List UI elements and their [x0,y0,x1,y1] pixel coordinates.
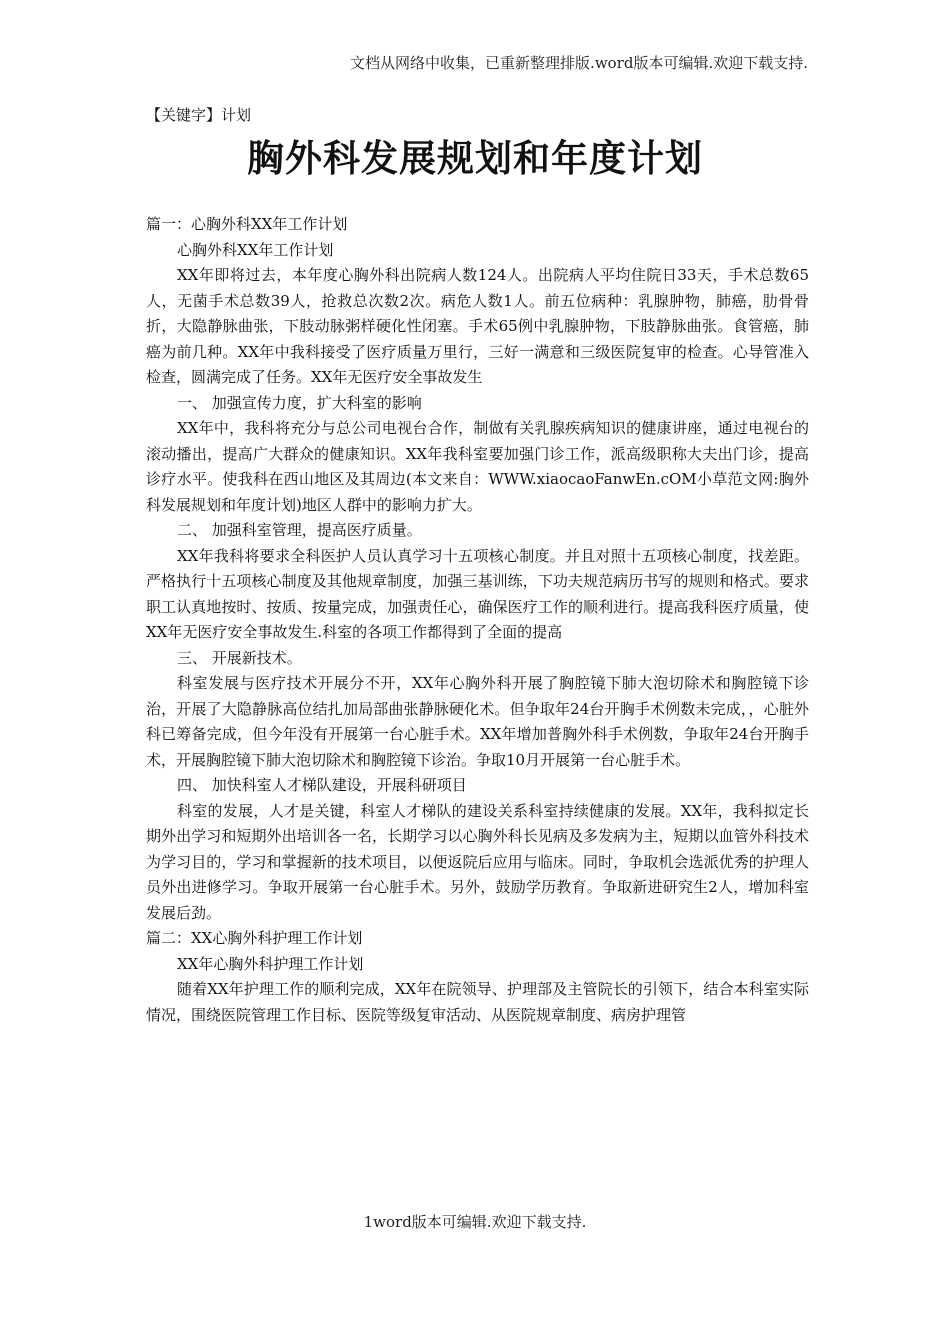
numbered-heading: 一、 加强宣传力度，扩大科室的影响 [177,393,422,412]
numbered-heading: 四、 加快科室人才梯队建设，开展科研项目 [177,776,467,794]
body-paragraph: 科室的发展，人才是关键，科室人才梯队的建设关系科室持续健康的发展。XX年，我科拟定长期外出学习和短期外出培训各一名，长期学习以心胸外科长见病及多发病为主，短期以血管外科技术为学习目的，学习和掌握新的技术项目，以便返院后应用与临床。同时，争取机会选派优秀的护理人员外出进修学习。争取开展第一台心脏手术。另外，鼓励学历教育。争取新进研究生2人，增加科室发展后劲。 [146,801,809,922]
document-title: 胸外科发展规划和年度计划 [247,137,703,180]
body-paragraph: 随着XX年护理工作的顺利完成，XX年在院领导、护理部及主管院长的引领下，结合本科室实际情况，围绕医院管理工作目标、医院等级复审活动、从医院规章制度、病房护理管 [146,980,809,1024]
section-heading: 篇一：心胸外科XX年工作计划 [146,215,348,233]
subsection-title: XX年心胸外科护理工作计划 [177,954,364,973]
page-footer: 1word版本可编辑.欢迎下载支持. [363,1213,587,1231]
section-heading: 篇二：XX心胸外科护理工作计划 [146,929,363,947]
keyword-line: 【关键字】计划 [146,106,252,124]
numbered-heading: 三、 开展新技术。 [177,648,302,667]
body-paragraph: XX年我科将要求全科医护人员认真学习十五项核心制度。并且对照十五项核心制度，找差距。严格执行十五项核心制度及其他规章制度，加强三基训练，下功夫规范病历书写的规则和格式。要求职工认真地按时、按质、按量完成，加强责任心，确保医疗工作的顺利进行。提高我科医疗质量，使XX年无医疗安全事故发生.科室的各项工作都得到了全面的提高 [146,546,809,641]
subsection-title: 心胸外科XX年工作计划 [177,240,334,259]
body-paragraph: 科室发展与医疗技术开展分不开，XX年心胸外科开展了胸腔镜下肺大泡切除术和胸腔镜下诊治，开展了大隐静脉高位结扎加局部曲张静脉硬化术。但争取年24台开胸手术例数未完成，，心脏外科已筹备完成，但今年没有开展第一台心脏手术。XX年增加普胸外科手术例数，争取年24台开胸手术，开展胸腔镜下肺大泡切除术和胸腔镜下诊治。争取10月开展第一台心脏手术。 [146,674,809,769]
document-body [146,212,809,1028]
body-paragraph: XX年中，我科将充分与总公司电视台合作，制做有关乳腺疾病知识的健康讲座，通过电视台的滚动播出，提高广大群众的健康知识。XX年我科室要加强门诊工作，派高级职称大夫出门诊，提高诊疗水平。使我科在西山地区及其周边(本文来自：WWW.xiaocaoFanwEn.cOM小草范文网:胸外科发展规划和年度计划)地区人群中的影响力扩大。 [146,419,809,514]
body-paragraph: XX年即将过去，本年度心胸外科出院病人数124人。出院病人平均住院日33天，手术总数65人，无菌手术总数39人，抢救总次数2次。病危人数1人。前五位病种：乳腺肿物，肺癌，肋骨骨折，大隐静脉曲张，下肢动脉粥样硬化性闭塞。手术65例中乳腺肿物，下肢静脉曲张。食管癌，肺癌为前几种。XX年中我科接受了医疗质量万里行，三好一满意和三级医院复审的检查。心导管准入检查，圆满完成了任务。XX年无医疗安全事故发生 [146,266,809,386]
page-header: 文档从网络中收集，已重新整理排版.word版本可编辑.欢迎下载支持. [350,54,808,72]
numbered-heading: 二、 加强科室管理，提高医疗质量。 [177,521,422,539]
